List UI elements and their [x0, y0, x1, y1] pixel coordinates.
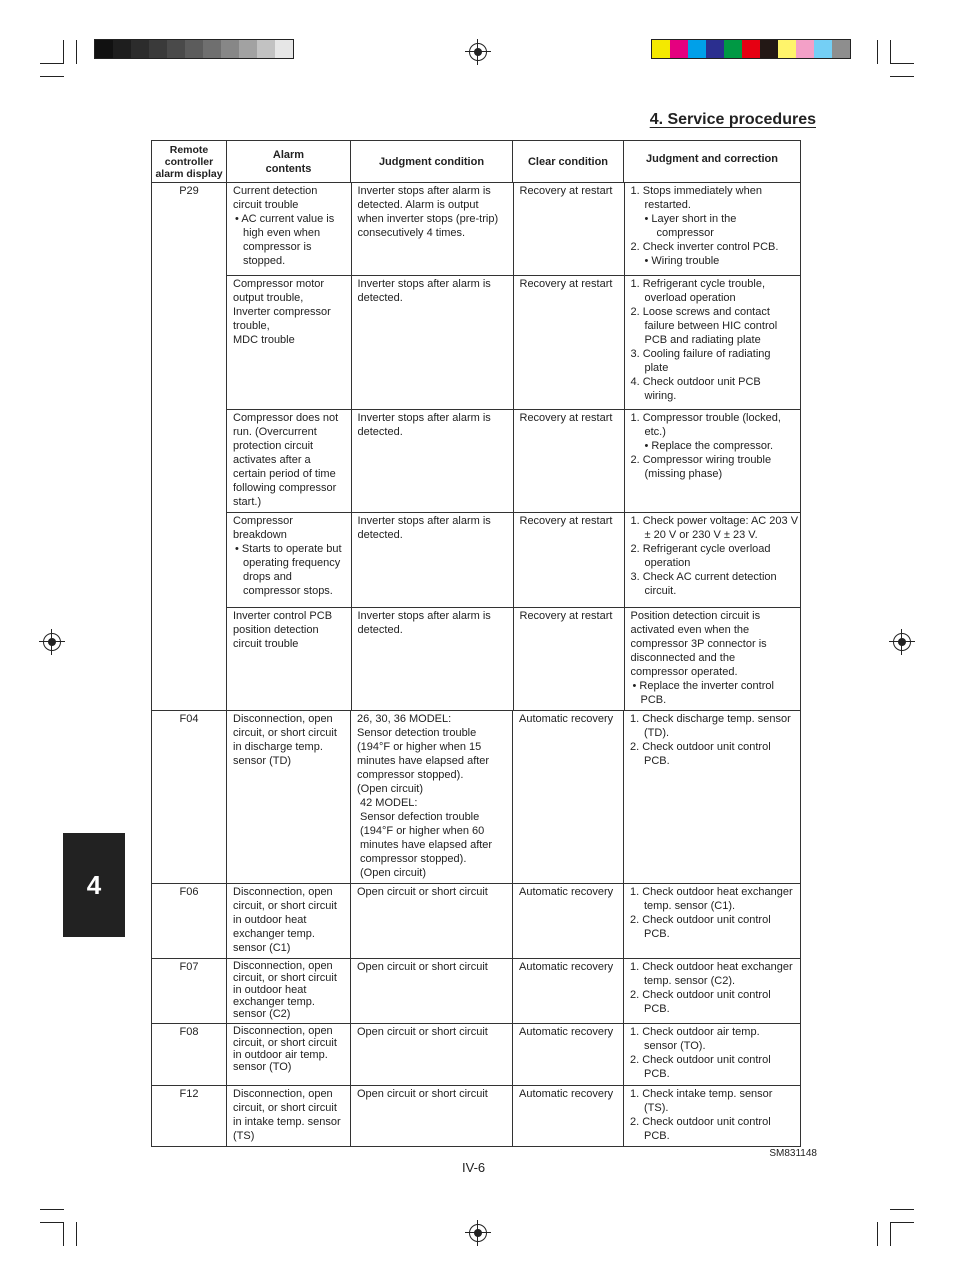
clear-condition: Recovery at restart	[513, 607, 624, 710]
judgment-correction: 1. Stops immediately when restarted. • Layer short in the compressor 2. Check inverter control PCB. • Wiring trouble	[624, 183, 801, 275]
color-swatch	[778, 40, 796, 58]
registration-mark-icon	[469, 43, 487, 61]
color-swatch	[185, 40, 203, 58]
registration-mark-icon	[893, 633, 911, 651]
alarm-code: F06	[152, 883, 227, 958]
judgment-condition: Inverter stops after alarm is detected.	[351, 409, 513, 512]
clear-condition: Recovery at restart	[513, 409, 624, 512]
registration-mark-icon	[469, 1224, 487, 1242]
table-row	[152, 1085, 801, 1146]
alarm-contents: Inverter control PCB position detection circuit trouble	[233, 609, 333, 650]
alarm-contents: Disconnection, open circuit, or short circuit in outdoor heat exchanger temp. sensor (C2)	[227, 958, 351, 1023]
judgment-condition: Inverter stops after alarm is detected.	[351, 275, 513, 409]
color-swatch	[832, 40, 850, 58]
color-swatch	[760, 40, 778, 58]
color-swatch	[221, 40, 239, 58]
judgment-correction: Position detection circuit is activated even when the compressor 3P connector is disconnected and the compressor operated. • Replace the inverter control PCB.	[624, 607, 801, 710]
alarm-contents: Disconnection, open circuit, or short circuit in outdoor heat exchanger temp. sensor (C1)	[227, 883, 351, 958]
judgment-condition: Inverter stops after alarm is detected.	[351, 607, 513, 710]
header-judgment: Judgment condition	[351, 141, 513, 183]
registration-mark-icon	[43, 633, 61, 651]
color-swatch	[275, 40, 293, 58]
judgment-condition: Open circuit or short circuit	[351, 1023, 513, 1085]
color-swatch	[652, 40, 670, 58]
alarm-contents: Compressor motor output trouble, Inverter compressor trouble, MDC trouble	[227, 275, 351, 409]
clear-condition: Automatic recovery	[513, 883, 624, 958]
color-swatch	[742, 40, 760, 58]
judgment-condition: 26, 30, 36 MODEL: Sensor detection trouble (194°F or higher when 15 minutes have elapsed after compressor stopped). (Open circuit) 42 MODEL: Sensor defection trouble (194°F or higher when 60 minutes have elapsed after compressor stopped). (Open circuit)	[351, 710, 513, 883]
judgment-condition: Open circuit or short circuit	[351, 958, 513, 1023]
judgment-correction: 1. Check outdoor air temp. sensor (TO). 2. Check outdoor unit control PCB.	[624, 1023, 801, 1085]
color-swatch	[706, 40, 724, 58]
color-swatch	[131, 40, 149, 58]
header-clear: Clear condition	[513, 141, 624, 183]
grayscale-color-bar	[94, 39, 294, 59]
judgment-condition: Open circuit or short circuit	[351, 883, 513, 958]
color-swatch	[688, 40, 706, 58]
header-correction: Judgment and correction	[624, 141, 801, 183]
alarm-contents: Compressor does not run. (Overcurrent protection circuit activates after a certain period of time following compressor start.)	[227, 409, 351, 512]
color-swatch	[814, 40, 832, 58]
clear-condition: Recovery at restart	[513, 183, 624, 275]
table-row	[227, 607, 801, 710]
table-row	[152, 1023, 801, 1085]
judgment-correction: 1. Check discharge temp. sensor (TD). 2. Check outdoor unit control PCB.	[624, 710, 801, 883]
color-swatch	[203, 40, 221, 58]
color-swatch	[796, 40, 814, 58]
color-swatch	[724, 40, 742, 58]
alarm-code: F08	[152, 1023, 227, 1085]
judgment-correction: 1. Check outdoor heat exchanger temp. sensor (C1). 2. Check outdoor unit control PCB.	[624, 883, 801, 958]
p29-subtable	[227, 183, 801, 710]
alarm-contents: Compressor breakdown • Starts to operate but operating frequency drops and compressor stops.	[227, 512, 351, 607]
color-swatch	[257, 40, 275, 58]
judgment-correction: 1. Check outdoor heat exchanger temp. sensor (C2). 2. Check outdoor unit control PCB.	[624, 958, 801, 1023]
judgment-condition: Inverter stops after alarm is detected. Alarm is output when inverter stops (pre-trip) consecutively 4 times.	[351, 183, 513, 275]
alarm-code: F07	[152, 958, 227, 1023]
clear-condition: Automatic recovery	[513, 1023, 624, 1085]
header-remote: Remote controller alarm display	[152, 141, 227, 183]
color-swatch	[113, 40, 131, 58]
section-title: 4. Service procedures	[649, 111, 816, 128]
alarm-contents: Disconnection, open circuit, or short circuit in intake temp. sensor (TS)	[227, 1085, 351, 1146]
alarm-code: F04	[152, 710, 227, 883]
table-row	[227, 275, 801, 409]
color-swatch	[95, 40, 113, 58]
alarm-contents: Current detection circuit trouble • AC current value is high even when compressor is stopped.	[227, 183, 351, 275]
chapter-tab: 4	[63, 833, 125, 937]
table-row	[152, 183, 801, 711]
header-alarm: Alarm contents	[227, 141, 351, 183]
judgment-correction: 1. Compressor trouble (locked, etc.) • Replace the compressor. 2. Compressor wiring trouble (missing phase)	[624, 409, 801, 512]
clear-condition: Automatic recovery	[513, 710, 624, 883]
table-row	[152, 883, 801, 958]
judgment-condition: Open circuit or short circuit	[351, 1085, 513, 1146]
color-swatch	[149, 40, 167, 58]
judgment-condition: Inverter stops after alarm is detected.	[351, 512, 513, 607]
process-color-bar	[651, 39, 851, 59]
alarm-table	[151, 140, 801, 1147]
color-swatch	[167, 40, 185, 58]
document-id: SM831148	[769, 1148, 817, 1159]
clear-condition: Automatic recovery	[513, 958, 624, 1023]
judgment-correction: 1. Refrigerant cycle trouble, overload operation 2. Loose screws and contact failure between HIC control PCB and radiating plate 3. Cooling failure of radiating plate 4. Check outdoor unit PCB wiring.	[624, 275, 801, 409]
clear-condition: Recovery at restart	[513, 275, 624, 409]
table-row	[227, 183, 801, 275]
clear-condition: Automatic recovery	[513, 1085, 624, 1146]
table-header-row	[152, 141, 801, 183]
judgment-correction: 1. Check intake temp. sensor (TS). 2. Check outdoor unit control PCB.	[624, 1085, 801, 1146]
color-swatch	[239, 40, 257, 58]
table-row	[152, 958, 801, 1023]
alarm-contents: Disconnection, open circuit, or short circuit in outdoor air temp. sensor (TO)	[227, 1023, 351, 1085]
table-row	[227, 409, 801, 512]
color-swatch	[670, 40, 688, 58]
alarm-contents: Disconnection, open circuit, or short circuit in discharge temp. sensor (TD)	[227, 710, 351, 883]
alarm-code: F12	[152, 1085, 227, 1146]
page-number: IV-6	[462, 1160, 486, 1175]
alarm-code: P29	[152, 183, 227, 711]
clear-condition: Recovery at restart	[513, 512, 624, 607]
table-row	[152, 710, 801, 883]
judgment-correction: 1. Check power voltage: AC 203 V ± 20 V or 230 V ± 23 V. 2. Refrigerant cycle overload operation 3. Check AC current detection circuit.	[624, 512, 801, 607]
table-row	[227, 512, 801, 607]
